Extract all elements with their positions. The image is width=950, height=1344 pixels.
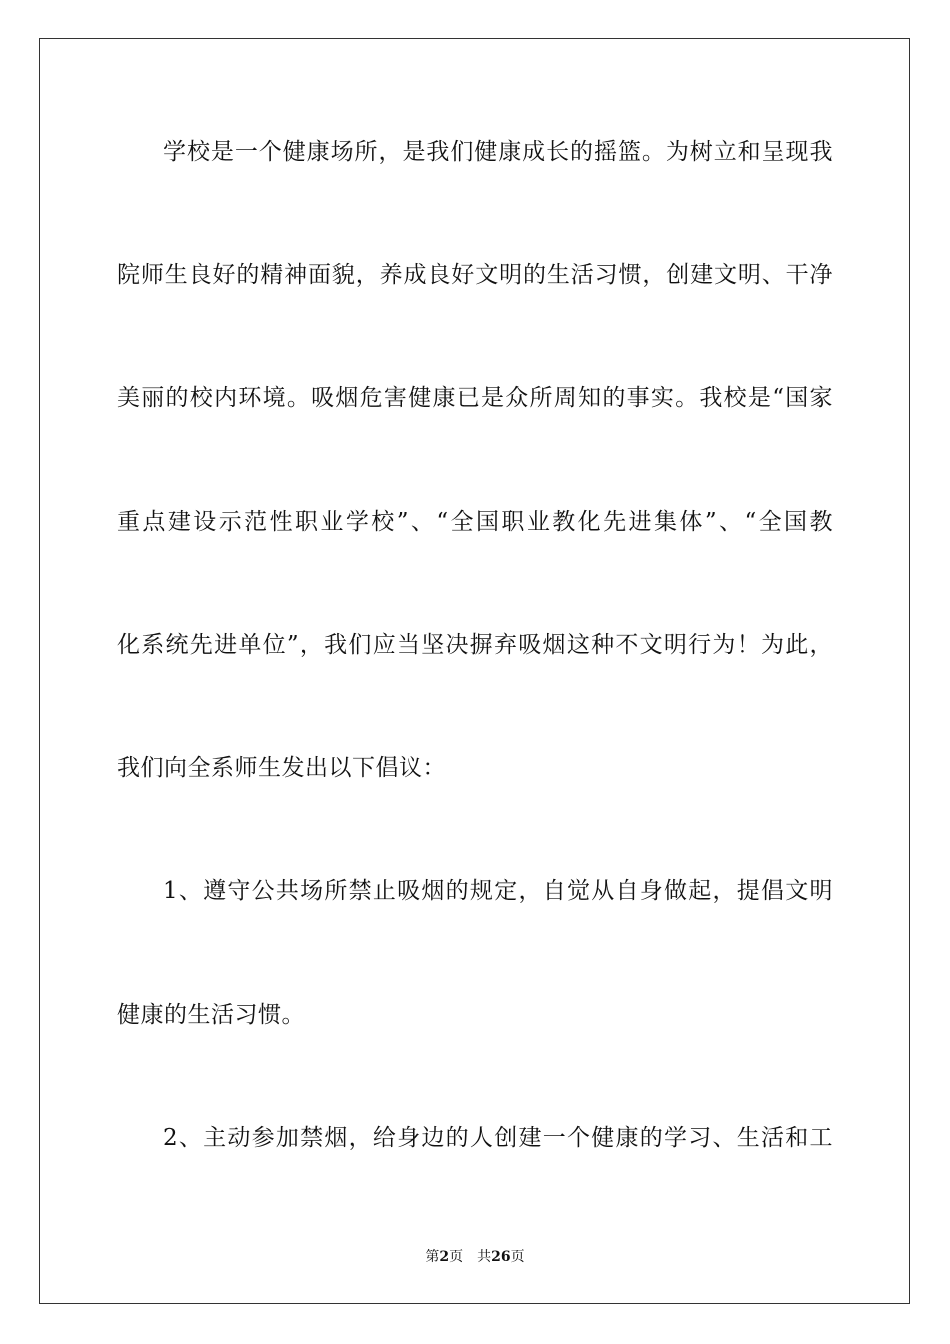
- paragraph-line-2: 院师生良好的精神面貌，养成良好文明的生活习惯，创建文明、干净: [117, 262, 833, 288]
- list-item-1-line-2: 健康的生活习惯。: [117, 1002, 305, 1028]
- paragraph-line-6: 我们向全系师生发出以下倡议：: [117, 755, 446, 781]
- page-border: [39, 38, 910, 1304]
- total-pages: 26: [491, 1249, 511, 1265]
- total-prefix: 共: [477, 1249, 492, 1265]
- page-number: 2: [439, 1249, 450, 1265]
- total-suffix: 页: [510, 1249, 525, 1265]
- page-footer: [0, 1247, 950, 1267]
- paragraph-line-1: 学校是一个健康场所，是我们健康成长的摇篮。为树立和呈现我: [163, 139, 833, 165]
- paragraph-line-4: 重点建设示范性职业学校”、“全国职业教化先进集体”、“全国教: [117, 509, 833, 535]
- list-item-2-line-1: 2、主动参加禁烟，给身边的人创建一个健康的学习、生活和工: [163, 1125, 833, 1151]
- page-suffix: 页: [449, 1249, 464, 1265]
- page-prefix: 第: [425, 1249, 440, 1265]
- paragraph-line-3: 美丽的校内环境。吸烟危害健康已是众所周知的事实。我校是“国家: [117, 385, 833, 411]
- list-item-1-line-1: 1、遵守公共场所禁止吸烟的规定，自觉从自身做起，提倡文明: [163, 878, 833, 904]
- paragraph-line-5: 化系统先进单位”，我们应当坚决摒弃吸烟这种不文明行为！为此，: [117, 632, 833, 658]
